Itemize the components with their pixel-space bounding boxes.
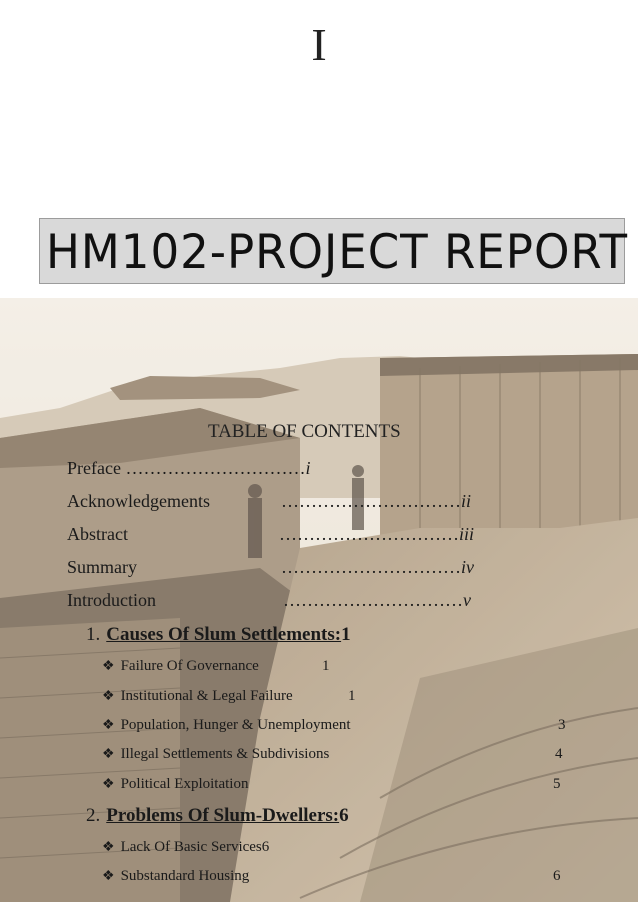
toc-page-number: ii (461, 491, 472, 511)
diamond-bullet-icon: ❖ (102, 718, 115, 733)
toc-entry-preface[interactable] (67, 458, 310, 479)
toc-item-failure-of-governance[interactable] (102, 658, 259, 675)
toc-item-label: Institutional & Legal Failure (120, 688, 293, 704)
toc-item-label: Population, Hunger & Unemployment (120, 717, 351, 733)
section-page: 6 (339, 805, 349, 826)
toc-page-number: iii (459, 524, 475, 544)
section-title: Causes Of Slum Settlements: (106, 624, 342, 645)
toc-leader-dots: …………………………iii (279, 524, 475, 544)
toc-item-label: Substandard Housing (120, 868, 250, 884)
toc-item-label: Lack Of Basic Services (120, 839, 262, 855)
toc-entry-abstract[interactable] (67, 524, 475, 545)
section-number: 1. (86, 624, 101, 645)
toc-leader-dots: …………………………v (283, 590, 471, 610)
toc-item-page: 1 (348, 688, 356, 704)
toc-entry-label: Preface (67, 458, 121, 478)
toc-item-institutional-legal-failure[interactable] (102, 688, 293, 705)
toc-page-number: iv (461, 557, 474, 577)
toc-item-label: Political Exploitation (120, 776, 249, 792)
toc-page-number: i (305, 458, 311, 478)
toc-item-page: 6 (261, 839, 270, 855)
toc-item-political-exploitation[interactable] (102, 776, 248, 793)
page-number: I (311, 19, 327, 70)
diamond-bullet-icon: ❖ (102, 659, 115, 674)
toc-item-lack-of-basic-services[interactable] (102, 839, 269, 856)
toc-entry-introduction[interactable] (67, 590, 471, 611)
toc-item-illegal-settlements[interactable] (102, 746, 329, 763)
toc-item-label: Illegal Settlements & Subdivisions (120, 746, 330, 762)
toc-entry-label: Summary (67, 557, 137, 577)
section-title: Problems Of Slum-Dwellers: (106, 805, 340, 826)
toc-item-substandard-housing[interactable] (102, 868, 249, 885)
diamond-bullet-icon: ❖ (102, 869, 115, 884)
toc-entry-label: Abstract (67, 524, 128, 544)
diamond-bullet-icon: ❖ (102, 777, 115, 792)
toc-item-page: 6 (553, 868, 561, 884)
toc-page-number: v (463, 590, 471, 610)
toc-item-page: 5 (553, 776, 561, 792)
toc-entry-summary[interactable] (67, 557, 474, 578)
toc-leader-dots: ………………………… (125, 458, 306, 478)
section-number: 2. (86, 805, 101, 826)
toc-item-label: Failure Of Governance (120, 658, 259, 674)
toc-item-page: 1 (322, 658, 330, 674)
toc-item-page: 4 (555, 746, 563, 762)
toc-entry-label: Introduction (67, 590, 156, 610)
diamond-bullet-icon: ❖ (102, 840, 115, 855)
section-page: 1 (341, 624, 351, 645)
toc-item-population-hunger-unemployment[interactable] (102, 717, 351, 734)
toc-heading: TABLE OF CONTENTS (208, 421, 401, 442)
report-title: HM102-PROJECT REPORT (46, 225, 628, 280)
toc-leader-dots: …………………………ii (281, 491, 472, 511)
toc-entry-acknowledgements[interactable] (67, 491, 472, 512)
diamond-bullet-icon: ❖ (102, 747, 115, 762)
diamond-bullet-icon: ❖ (102, 689, 115, 704)
toc-item-page: 3 (558, 717, 566, 733)
toc-section-causes[interactable] (86, 624, 351, 646)
toc-leader-dots: …………………………iv (281, 557, 474, 577)
toc-entry-label: Acknowledgements (67, 491, 210, 511)
toc-section-problems[interactable] (86, 805, 349, 827)
